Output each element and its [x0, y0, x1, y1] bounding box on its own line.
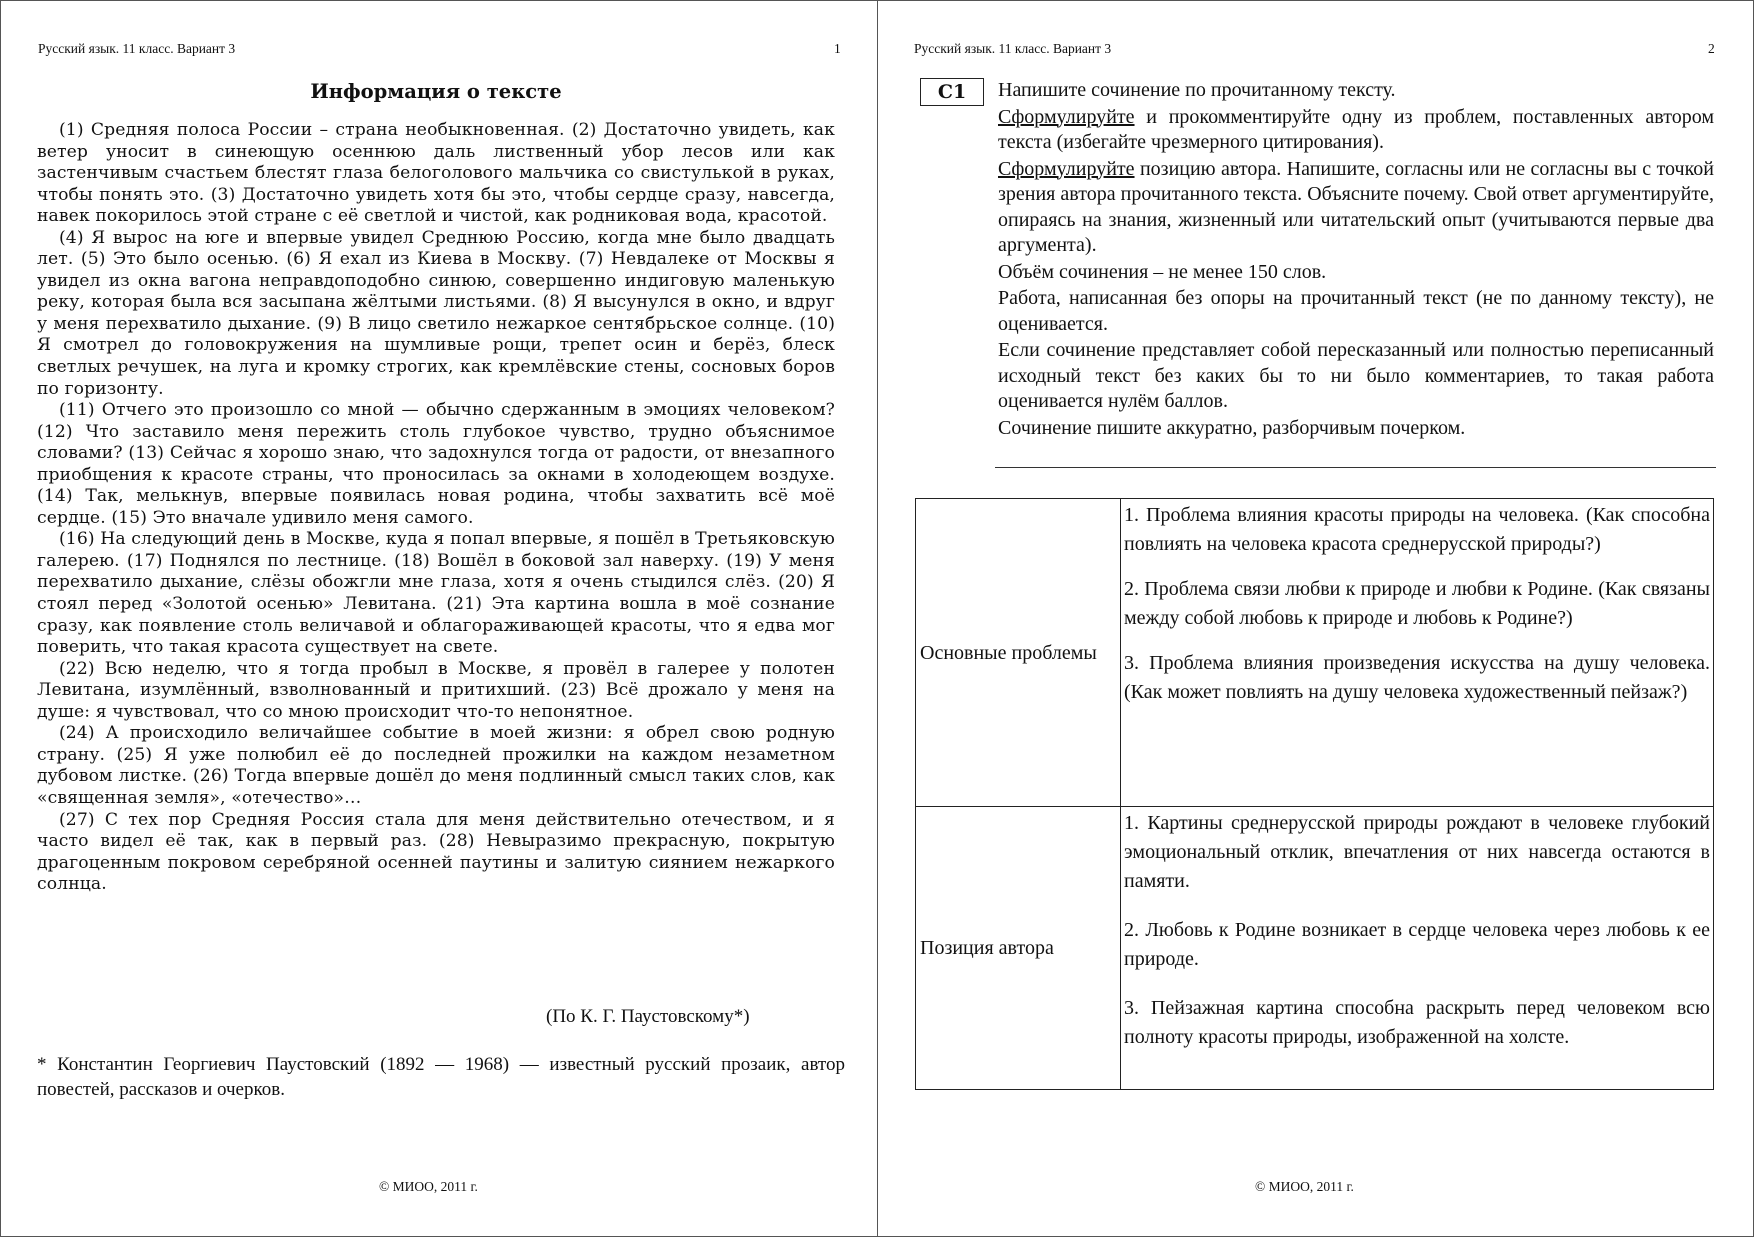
page-number: 1	[834, 41, 841, 56]
row-content	[1121, 499, 1714, 807]
text-paragraph: (1) Средняя полоса России – страна необыкновенная. (2) Достаточно увидеть, как ветер уносит в синеющую осеннюю даль лиственный убор лесов или как застенчивым счастьем блестят глаза белоголового мальчика со свистулькой в руках, чтобы понять это. (3) Достаточно увидеть хотя бы это, чтобы сердце сразу, навсегда, навек покорилось этой стране с её светлой и чистой, как родниковая вода, красотой.	[37, 120, 835, 227]
instruction-line: Работа, написанная без опоры на прочитанный текст (не по данному тексту), не оценивается.	[998, 287, 1714, 335]
row-label: Позиция автора	[916, 807, 1121, 1090]
instruction-line	[998, 105, 1714, 156]
table-row	[916, 807, 1714, 1090]
copyright: © МИОО, 2011 г.	[1255, 1179, 1354, 1194]
table-row	[916, 499, 1714, 807]
footnote: * Константин Георгиевич Паустовский (1892 — 1968) — известный русский прозаик, автор повестей, рассказов и очерков.	[37, 1054, 845, 1100]
page-left	[0, 0, 878, 1237]
instruction-line: Объём сочинения – не менее 150 слов.	[998, 260, 1327, 283]
underlined-verb: Сформулируйте	[998, 157, 1135, 180]
answer-key-table	[915, 498, 1714, 1090]
position-item: 2. Любовь к Родине возникает в сердце человека через любовь к ее природе.	[1124, 919, 1710, 970]
row-label: Основные проблемы	[916, 499, 1121, 807]
instruction-line	[998, 157, 1714, 259]
instruction-text: и прокомментируйте одну из проблем, поставленных автором текста (избегайте чрезмерного цитирования).	[998, 105, 1714, 153]
text-paragraph: (27) С тех пор Средняя Россия стала для меня действительно отечеством, и я часто видел её так, как в первый раз. (28) Невыразимо прекрасную, покрытую драгоценным покровом серебряной осенней паутины и залитую сиянием нежаркого солнца.	[37, 809, 835, 895]
position-item: 3. Пейзажная картина способна раскрыть перед человеком всю полноту красоты природы, изображенной на холсте.	[1124, 997, 1710, 1048]
section-title: Информация о тексте	[310, 80, 562, 103]
attribution: (По К. Г. Паустовскому*)	[546, 1006, 750, 1027]
running-header: Русский язык. 11 класс. Вариант 3	[38, 41, 236, 56]
running-header: Русский язык. 11 класс. Вариант 3	[914, 41, 1112, 56]
instruction-line: Если сочинение представляет собой пересказанный или полностью переписанный исходный текст без каких бы то ни было комментариев, то такая работа оценивается нулём баллов.	[998, 339, 1714, 412]
source-text	[37, 120, 835, 896]
text-paragraph: (11) Отчего это произошло со мной — обычно сдержанным в эмоциях человеком? (12) Что заставило меня пережить столь глубокое чувство, трудно объяснимое словами? (13) Сейчас я хорошо знаю, что задохнулся тогда от радости, от внезапного приобщения к красоте страны, что проносилась за окнами в холодеющем воздухе. (14) Так, мелькнув, впервые появилась новая родина, чтобы захватить всё моё сердце. (15) Это вначале удивило меня самого.	[37, 400, 835, 528]
instruction-text: позицию автора. Напишите, согласны или не согласны вы с точкой зрения автора прочитанного текста. Объясните почему. Свой ответ аргументируйте, опираясь на знания, жизненный или читательский опыт (учитываются первые два аргумента).	[998, 157, 1714, 256]
problem-item: 1. Проблема влияния красоты природы на человека. (Как способна повлиять на человека красота среднерусской природы?)	[1124, 504, 1710, 555]
underlined-verb: Сформулируйте	[998, 105, 1135, 128]
copyright: © МИОО, 2011 г.	[379, 1179, 478, 1194]
task-badge: С1	[920, 78, 984, 106]
instruction-line: Сочинение пишите аккуратно, разборчивым почерком.	[998, 416, 1466, 439]
text-paragraph: (24) А происходило величайшее событие в моей жизни: я обрел свою родную страну. (25) Я уже полюбил её до последней прожилки на каждом незаметном дубовом листке. (26) Тогда впервые дошёл до меня подлинный смысл таких слов, как «священная земля», «отечество»…	[37, 723, 835, 808]
text-paragraph: (22) Всю неделю, что я тогда пробыл в Москве, я провёл в галерее у полотен Левитана, изумлённый, взволнованный и притихший. (23) Всё дрожало у меня на душе: я чувствовал, что со мною происходит что-то непонятное.	[37, 658, 835, 722]
text-paragraph: (4) Я вырос на юге и впервые увидел Среднюю Россию, когда мне было двадцать лет. (5) Это было осенью. (6) Я ехал из Киева в Москву. (7) Невдалеке от Москвы я увидел из окна вагона неправдоподобно синюю, совершенно индиговую маленькую реку, которая была вся засыпана жёлтыми листьями. (8) Я высунулся в окно, и вдруг у меня перехватило дыхание. (9) В лицо светило нежаркое сентябрьское солнце. (10) Я смотрел до головокружения на шумливые рощи, трепет осин и берёз, блеск светлых речушек, на луга и кромку строгих, как кремлёвские стены, сосновых боров по горизонту.	[37, 227, 835, 399]
divider-line	[995, 467, 1716, 468]
instruction-line: Напишите сочинение по прочитанному тексту.	[998, 79, 1396, 101]
page-number: 2	[1708, 41, 1715, 56]
position-item: 1. Картины среднерусской природы рождают в человеке глубокий эмоциональный отклик, впечатления от них навсегда остаются в памяти.	[1124, 812, 1710, 892]
text-paragraph: (16) На следующий день в Москве, куда я попал впервые, я пошёл в Третьяковскую галерею. (17) Поднялся по лестнице. (18) Вошёл в боковой зал наверху. (19) У меня перехватило дыхание, слёзы обожгли мне глаза, хотя я очень стыдился слёз. (20) Я стоял перед «Золотой осенью» Левитана. (21) Эта картина вошла в моё сознание сразу, как появление столь величавой и облагораживающей красоты, что я едва мог поверить, что такая красота существует на свете.	[37, 529, 835, 658]
problem-item: 3. Проблема влияния произведения искусства на душу человека. (Как может повлиять на душу человека художественный пейзаж?)	[1124, 652, 1710, 703]
problem-item: 2. Проблема связи любви к природе и любви к Родине. (Как связаны между собой любовь к природе и любовь к Родине?)	[1124, 578, 1710, 629]
row-content	[1121, 807, 1714, 1090]
task-instructions	[998, 78, 1714, 441]
